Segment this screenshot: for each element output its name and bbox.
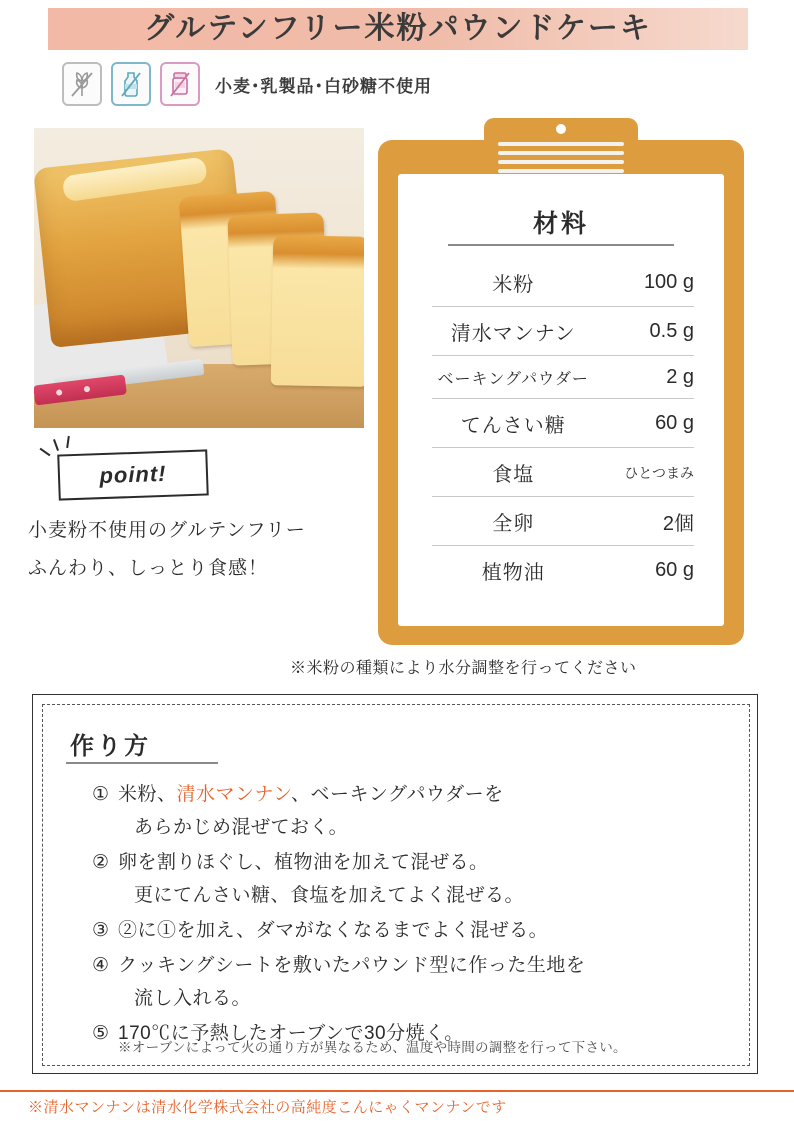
step-text: 米粉、 (118, 784, 177, 805)
allergen-badge-row (62, 62, 432, 106)
wheat-icon (69, 69, 95, 99)
table-row (432, 546, 694, 595)
step-text: 170℃に予熱したオーブンで30分焼く。 (118, 1023, 464, 1044)
ingredient-name: てんさい糖 (432, 399, 594, 448)
ingredients-note: ※米粉の種類により水分調整を行ってください (290, 660, 637, 677)
step-text: クッキングシートを敷いたパウンド型に作った生地を (118, 955, 586, 976)
step-accent-text: 清水マンナン (176, 784, 292, 805)
ingredients-title-rule (448, 244, 674, 246)
page-title: グルテンフリー米粉パウンドケーキ (144, 12, 652, 45)
list-item (92, 949, 722, 1015)
sugar-jar-icon (168, 69, 192, 99)
loaf-crack (62, 156, 208, 202)
ingredient-amount: 2個 (594, 497, 694, 546)
ingredients-clipboard (378, 140, 744, 645)
ingredient-amount: 60 g (594, 399, 694, 448)
cake-slice (271, 235, 364, 387)
ingredient-amount: 0.5 g (594, 307, 694, 356)
step-subline: 流し入れる。 (134, 988, 252, 1009)
step-number: ② (92, 852, 110, 873)
list-item (92, 846, 722, 912)
step-text-cont: 、ベーキングパウダーを (291, 784, 504, 805)
step-number: ③ (92, 920, 110, 941)
ingredient-name: 食塩 (432, 448, 594, 497)
step-text: 卵を割りほぐし、植物油を加えて混ぜる。 (118, 852, 489, 873)
steps-list (92, 778, 722, 1052)
step-number: ⑤ (92, 1023, 110, 1044)
ingredient-amount: ひとつまみ (594, 448, 694, 497)
ingredient-amount: 100 g (594, 258, 694, 307)
step-text: ②に①を加え、ダマがなくなるまでよく混ぜる。 (118, 920, 549, 941)
steps-title: 作り方 (70, 733, 151, 760)
ingredient-amount: 2 g (594, 356, 694, 399)
dairy-free-badge (111, 62, 151, 106)
table-row (432, 448, 694, 497)
clipboard-clip-lines (498, 142, 624, 178)
clipboard-hole (556, 124, 566, 134)
ingredients-title: 材料 (532, 210, 589, 238)
step-subline: 更にてんさい糖、食塩を加えてよく混ぜる。 (134, 885, 525, 906)
point-line: 小麦粉不使用のグルテンフリー (28, 520, 306, 541)
steps-title-rule (66, 762, 218, 764)
steps-footnote: ※オーブンによって火の通り方が異なるため、温度や時間の調整を行って下さい。 (118, 1040, 627, 1055)
footer-rule (0, 1090, 794, 1092)
list-item (92, 914, 722, 947)
ingredient-name: 植物油 (481, 562, 545, 584)
step-subline: あらかじめ混ぜておく。 (134, 817, 349, 838)
table-row (432, 356, 694, 399)
ingredient-name: 全卵 (432, 497, 594, 546)
list-item (92, 778, 722, 844)
recipe-photo (34, 128, 364, 428)
footer-note: ※清水マンナンは清水化学株式会社の高純度こんにゃくマンナンです (28, 1099, 507, 1116)
table-row (432, 258, 694, 307)
allergen-note: 小麦･乳製品･白砂糖不使用 (215, 76, 432, 96)
wheat-free-badge (62, 62, 102, 106)
step-number: ① (92, 784, 110, 805)
ingredients-table (432, 258, 694, 594)
table-row (432, 497, 694, 546)
table-row (432, 399, 694, 448)
clipboard-clip (484, 118, 638, 182)
ingredient-amount: 60 g (655, 559, 694, 581)
ingredient-name: 清水マンナン (432, 307, 594, 356)
point-label: point! (99, 460, 167, 489)
step-number: ④ (92, 955, 110, 976)
ingredient-name: ベーキングパウダー (432, 356, 594, 399)
sugar-free-badge (160, 62, 200, 106)
point-description (28, 512, 378, 588)
milk-bottle-icon (119, 69, 143, 99)
point-line: ふんわり、しっとり食感！ (28, 558, 269, 579)
table-row (432, 307, 694, 356)
ingredient-name: 米粉 (432, 258, 594, 307)
ingredients-paper (398, 174, 724, 626)
page-title-banner (48, 8, 748, 54)
